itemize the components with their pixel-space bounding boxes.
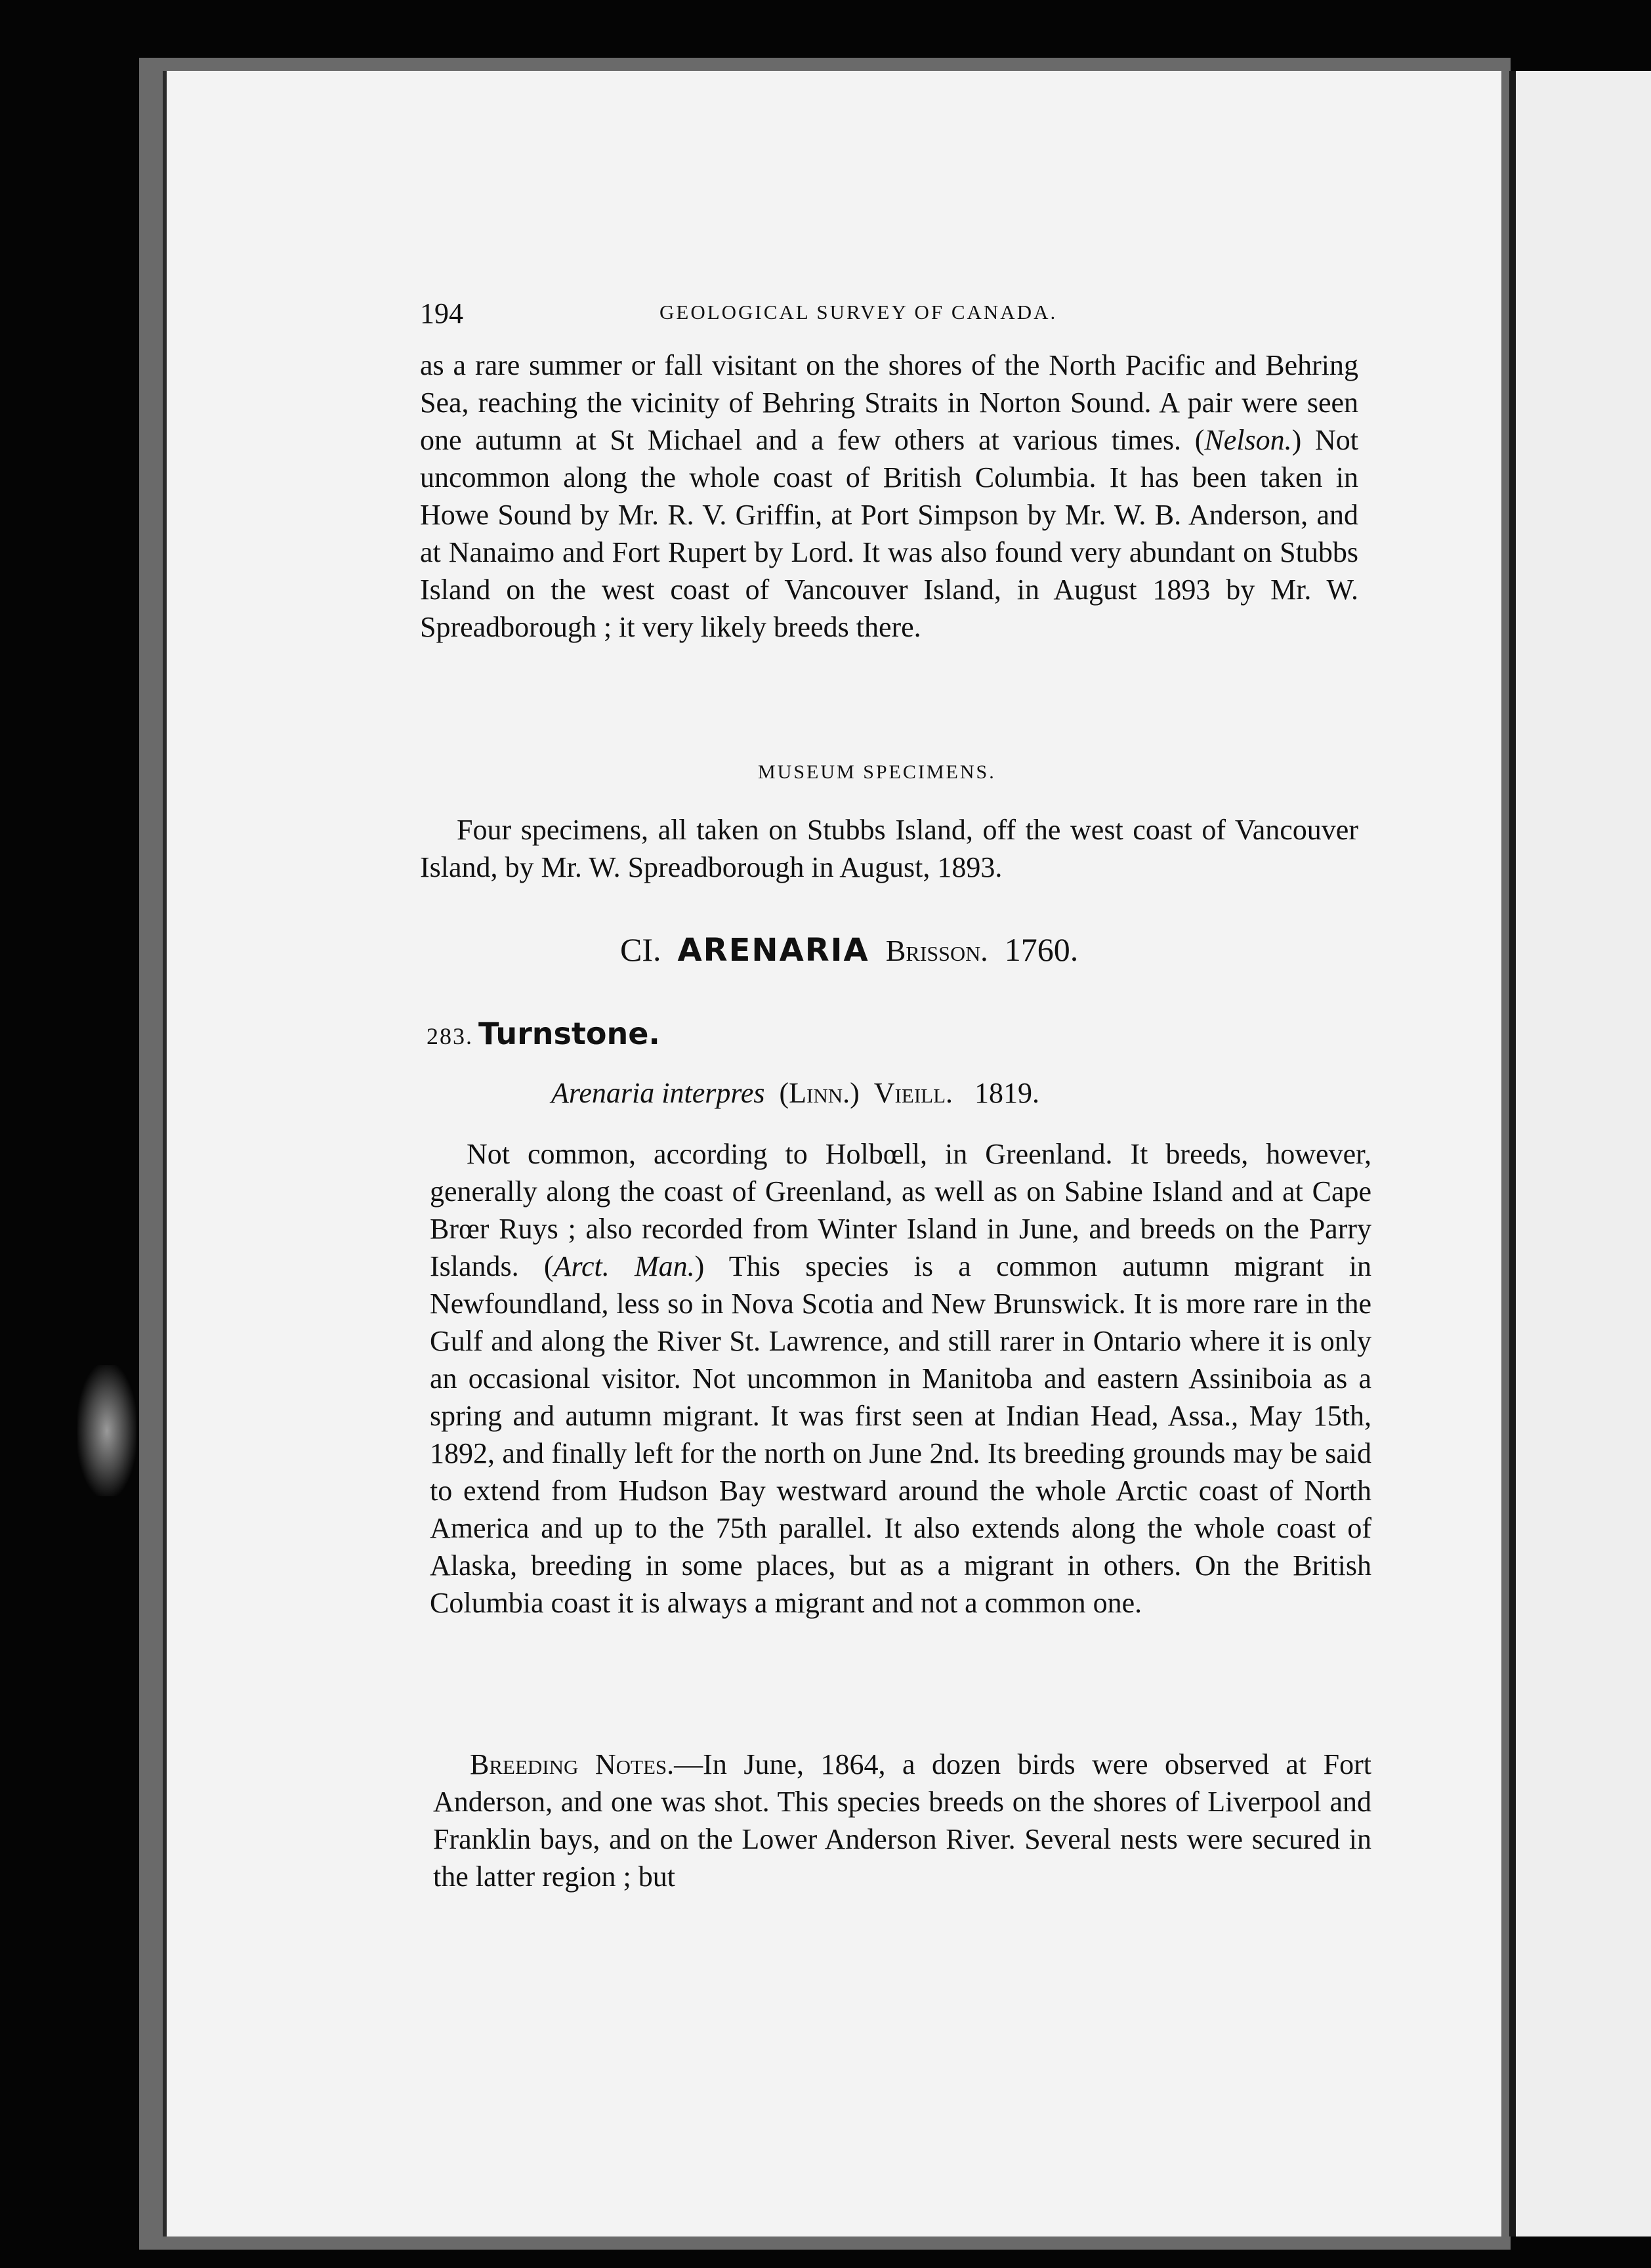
breeding-notes-label: Breeding Notes. xyxy=(470,1748,675,1780)
paragraph-continuation xyxy=(420,346,1358,646)
breeding-notes-paragraph xyxy=(433,1746,1371,1895)
running-head: GEOLOGICAL SURVEY OF CANADA. xyxy=(659,301,1058,324)
account-text: Not common, according to Holbœll, in Greenland. It breeds, however, generally along the coast of Greenland, as well as on Sabine Island and at Cape Brœr Ruys ; also recorded from Winter Island in June, and breeds on the Parry Islands. ( xyxy=(430,1138,1371,1282)
account-text-rest: ) This species is a common autumn migrant in Newfoundland, less so in Nova Scotia and New Brunswick. It is more rare in the Gulf and along the River St. Lawrence, and still rarer in Ontario where it is only an occasional visitor. Not uncommon in Manitoba and eastern Assiniboia as a spring and autumn migrant. It was first seen at Indian Head, Assa., May 15th, 1892, and finally left for the north on June 2nd. Its breeding grounds may be said to extend from Hudson Bay westward around the whole Arctic coast of North America and up to the 75th parallel. It also extends along the whole coast of Alaska, breeding in some places, but as a migrant in others. On the British Columbia coast it is always a migrant and not a common one. xyxy=(430,1250,1371,1619)
museum-specimens-text: Four specimens, all taken on Stubbs Island, off the west coast of Vancouver Island, by Mr. W. Spreadborough in August, 1893. xyxy=(420,814,1358,883)
paragraph-text-rest: ) Not uncommon along the whole coast of British Columbia. It has been taken in Howe Sound by Mr. R. V. Griffin, at Port Simpson by Mr. W. B. Anderson, and at Nanaimo and Fort Rupert by Lord. It was also found very abundant on Stubbs Island on the west coast of Vancouver Island, in August 1893 by Mr. W. Spreadborough ; it very likely breeds there. xyxy=(420,424,1358,643)
species-common-name: Turnstone. xyxy=(478,1016,660,1051)
genus-heading xyxy=(620,931,1078,969)
museum-specimens-paragraph xyxy=(420,811,1358,886)
authority-secondary: Vieill. xyxy=(873,1077,953,1109)
genus-name: ARENARIA xyxy=(677,932,869,969)
museum-specimens-heading: MUSEUM SPECIMENS. xyxy=(758,761,996,783)
species-year: 1819. xyxy=(974,1077,1040,1109)
page-header xyxy=(420,297,1142,336)
species-heading xyxy=(427,1016,660,1051)
citation: Nelson. xyxy=(1204,424,1292,456)
genus-year: 1760. xyxy=(1004,931,1079,968)
paragraph-text: as a rare summer or fall visitant on the shores of the North Pacific and Behring Sea, reaching the vicinity of Behring Straits in Norton Sound. A pair were seen one autumn at St Michael and a few others at various times. ( xyxy=(420,349,1358,456)
account-citation: Arct. Man. xyxy=(553,1250,695,1282)
species-number: 283. xyxy=(427,1023,473,1049)
adjacent-page-edge xyxy=(1509,71,1651,2236)
species-binomial xyxy=(551,1076,1039,1110)
breeding-notes-text: —In June, 1864, a dozen birds were observed at Fort Anderson, and one was shot. This species breeds on the shores of Liverpool and Franklin bays, and on the Lower Anderson River. Several nests were secured in the latter region ; but xyxy=(433,1748,1371,1893)
scan-artifact xyxy=(77,1365,136,1496)
authority: (Linn.) xyxy=(779,1077,860,1109)
scientific-name: Arenaria interpres xyxy=(551,1077,765,1109)
species-account-paragraph xyxy=(430,1135,1371,1622)
genus-author: Brisson. xyxy=(885,934,988,967)
page-number: 194 xyxy=(420,297,463,329)
genus-numeral: CI. xyxy=(620,931,661,968)
